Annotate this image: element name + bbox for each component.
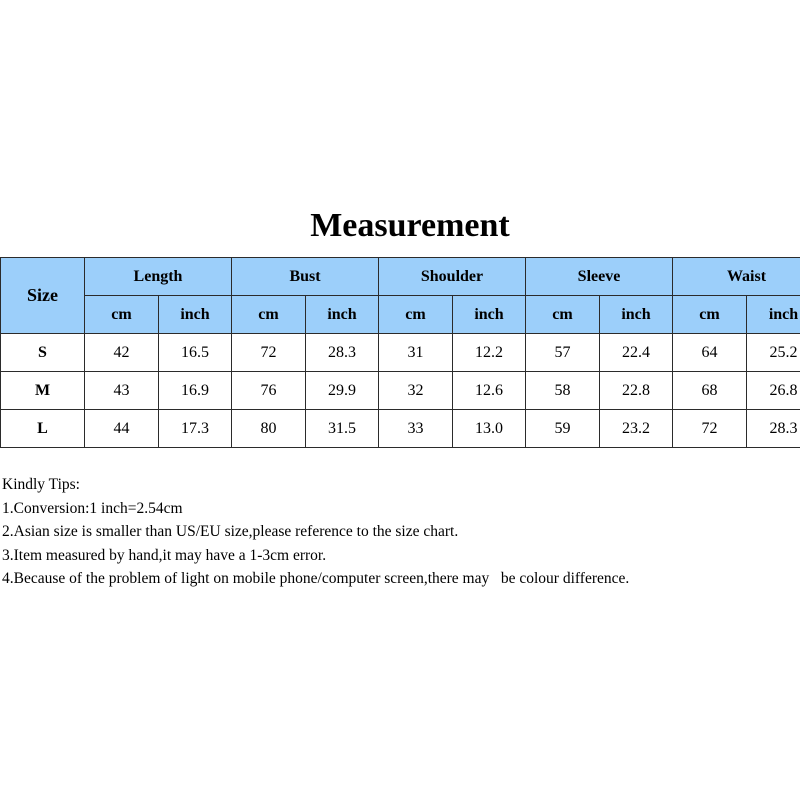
tip-item: 4.Because of the problem of light on mobile phone/computer screen,there may be colour difference. bbox=[2, 570, 630, 587]
tip-item: 3.Item measured by hand,it may have a 1-3cm error. bbox=[2, 546, 327, 564]
table-cell: 42 bbox=[85, 334, 159, 372]
table-cell: 31.5 bbox=[306, 410, 379, 448]
table-cell: 12.2 bbox=[453, 334, 526, 372]
table-cell: 57 bbox=[526, 334, 600, 372]
table-cell: 76 bbox=[232, 372, 306, 410]
table-cell: 29.9 bbox=[306, 372, 379, 410]
table-cell: 13.0 bbox=[453, 410, 526, 448]
table-cell: 44 bbox=[85, 410, 159, 448]
size-table bbox=[0, 257, 800, 448]
size-cell: L bbox=[1, 410, 85, 448]
group-header-length: Length bbox=[85, 258, 232, 296]
table-cell: 23.2 bbox=[600, 410, 673, 448]
group-header-bust: Bust bbox=[232, 258, 379, 296]
unit-header: inch bbox=[600, 296, 673, 334]
table-cell: 17.3 bbox=[159, 410, 232, 448]
unit-header: cm bbox=[232, 296, 306, 334]
table-cell: 28.3 bbox=[306, 334, 379, 372]
table-cell: 72 bbox=[673, 410, 747, 448]
table-cell: 25.2 bbox=[747, 334, 800, 372]
table-cell: 58 bbox=[526, 372, 600, 410]
table-cell: 16.5 bbox=[159, 334, 232, 372]
group-header-waist: Waist bbox=[673, 258, 800, 296]
size-header: Size bbox=[1, 258, 85, 334]
unit-header: cm bbox=[379, 296, 453, 334]
unit-header: inch bbox=[306, 296, 379, 334]
group-header-sleeve: Sleeve bbox=[526, 258, 673, 296]
unit-header: inch bbox=[453, 296, 526, 334]
table-cell: 80 bbox=[232, 410, 306, 448]
table-cell: 72 bbox=[232, 334, 306, 372]
group-header-shoulder: Shoulder bbox=[379, 258, 526, 296]
table-cell: 16.9 bbox=[159, 372, 232, 410]
unit-header: cm bbox=[85, 296, 159, 334]
table-cell: 28.3 bbox=[747, 410, 800, 448]
table-row bbox=[1, 410, 800, 448]
unit-header: cm bbox=[526, 296, 600, 334]
size-chart bbox=[0, 257, 800, 453]
unit-header: inch bbox=[747, 296, 800, 334]
table-cell: 26.8 bbox=[747, 372, 800, 410]
unit-row bbox=[1, 296, 800, 334]
table-cell: 59 bbox=[526, 410, 600, 448]
table-cell: 33 bbox=[379, 410, 453, 448]
table-row bbox=[1, 372, 800, 410]
table-cell: 32 bbox=[379, 372, 453, 410]
table-cell: 22.4 bbox=[600, 334, 673, 372]
table-cell: 31 bbox=[379, 334, 453, 372]
size-cell: S bbox=[1, 334, 85, 372]
table-cell: 43 bbox=[85, 372, 159, 410]
unit-header: cm bbox=[673, 296, 747, 334]
tip-item: 1.Conversion:1 inch=2.54cm bbox=[2, 499, 183, 517]
table-cell: 12.6 bbox=[453, 372, 526, 410]
tips-section bbox=[2, 473, 629, 591]
size-cell: M bbox=[1, 372, 85, 410]
table-cell: 68 bbox=[673, 372, 747, 410]
table-cell: 22.8 bbox=[600, 372, 673, 410]
table-cell: 64 bbox=[673, 334, 747, 372]
unit-header: inch bbox=[159, 296, 232, 334]
header-row bbox=[1, 258, 800, 296]
table-row bbox=[1, 334, 800, 372]
tip-item: 2.Asian size is smaller than US/EU size,please reference to the size chart. bbox=[2, 523, 459, 540]
page-title: Measurement bbox=[310, 207, 510, 244]
tips-heading: Kindly Tips: bbox=[2, 476, 80, 493]
